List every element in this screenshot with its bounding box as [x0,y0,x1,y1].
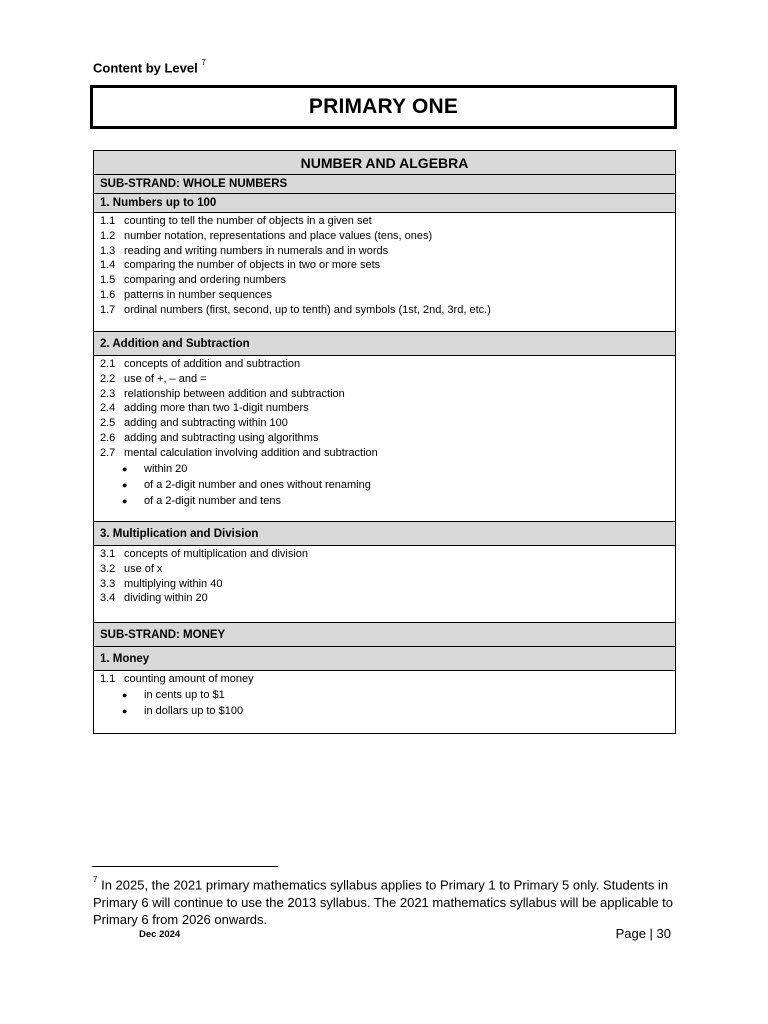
footnote-separator [92,866,278,867]
list-item: 1.7 ordinal numbers (first, second, up to tenth) and symbols (1st, 2nd, 3rd, etc.) [100,303,491,316]
footnote [93,873,683,929]
list-item: 1.4 comparing the number of objects in two or more sets [100,259,381,272]
topic-header: 2. Addition and Subtraction [94,332,675,356]
content-table [93,150,676,734]
footnote-text: In 2025, the 2021 primary mathematics syllabus applies to Primary 1 to Primary 5 only. Students in Primary 6 will continue to use the 2013 syllabus. The 2021 mathematics syllabus will be applicable to Primary 6 from 2026 onwards. [93,877,674,928]
list-item: 2.5 adding and subtracting within 100 [100,417,288,430]
bullet-item: ● of a 2-digit number and tens [122,494,281,507]
section-heading [93,60,206,75]
list-item: 1.5 comparing and ordering numbers [100,274,287,287]
strand-title: NUMBER AND ALGEBRA [94,151,675,175]
footer-date: Dec 2024 [139,929,181,940]
sub-strand-header: SUB-STRAND: WHOLE NUMBERS [94,175,675,194]
list-item: 1.2 number notation, representations and place values (tens, ones) [100,229,433,242]
topic-header: 3. Multiplication and Division [94,522,675,546]
list-item: 1.3 reading and writing numbers in numerals and in words [100,244,389,257]
list-item: 2.6 adding and subtracting using algorithms [100,431,319,444]
bullet-item: ● in cents up to $1 [122,688,225,701]
list-item: 2.2 use of +, – and = [100,372,207,385]
bullet-item: ● within 20 [122,462,188,475]
list-item: 1.1 counting to tell the number of objects in a given set [100,215,372,227]
list-item: 1.6 patterns in number sequences [100,288,272,301]
list-item: 1.1 counting amount of money [100,673,254,685]
topic-body [94,356,675,522]
list-item: 2.7 mental calculation involving addition and subtraction [100,446,378,459]
list-item: 3.1 concepts of multiplication and division [100,548,309,560]
level-title-box [90,85,677,129]
bullet-icon: ● [122,479,128,490]
topic-body [94,213,675,332]
bullet-icon: ● [122,463,128,474]
bullet-icon: ● [122,689,128,700]
level-title: PRIMARY ONE [308,95,459,118]
list-item: 2.4 adding more than two 1-digit numbers [100,402,309,415]
bullet-item: ● in dollars up to $100 [122,704,244,717]
bullet-item: ● of a 2-digit number and ones without renaming [122,478,371,491]
bullet-icon: ● [122,705,128,716]
sub-strand-header: SUB-STRAND: MONEY [94,623,675,647]
list-item: 2.1 concepts of addition and subtraction [100,358,301,370]
list-item: 3.4 dividing within 20 [100,592,208,605]
topic-header: 1. Numbers up to 100 [94,194,675,213]
footnote-number: 7 [93,875,98,884]
topic-header: 1. Money [94,647,675,671]
section-title: Content by Level [93,60,198,76]
list-item: 2.3 relationship between addition and subtraction [100,387,345,400]
footnote-marker: 7 [201,58,206,67]
topic-body [94,546,675,623]
topic-body [94,671,675,733]
bullet-icon: ● [122,495,128,506]
page-number: Page | 30 [615,926,671,941]
list-item: 3.3 multiplying within 40 [100,577,223,590]
list-item: 3.2 use of x [100,562,163,575]
